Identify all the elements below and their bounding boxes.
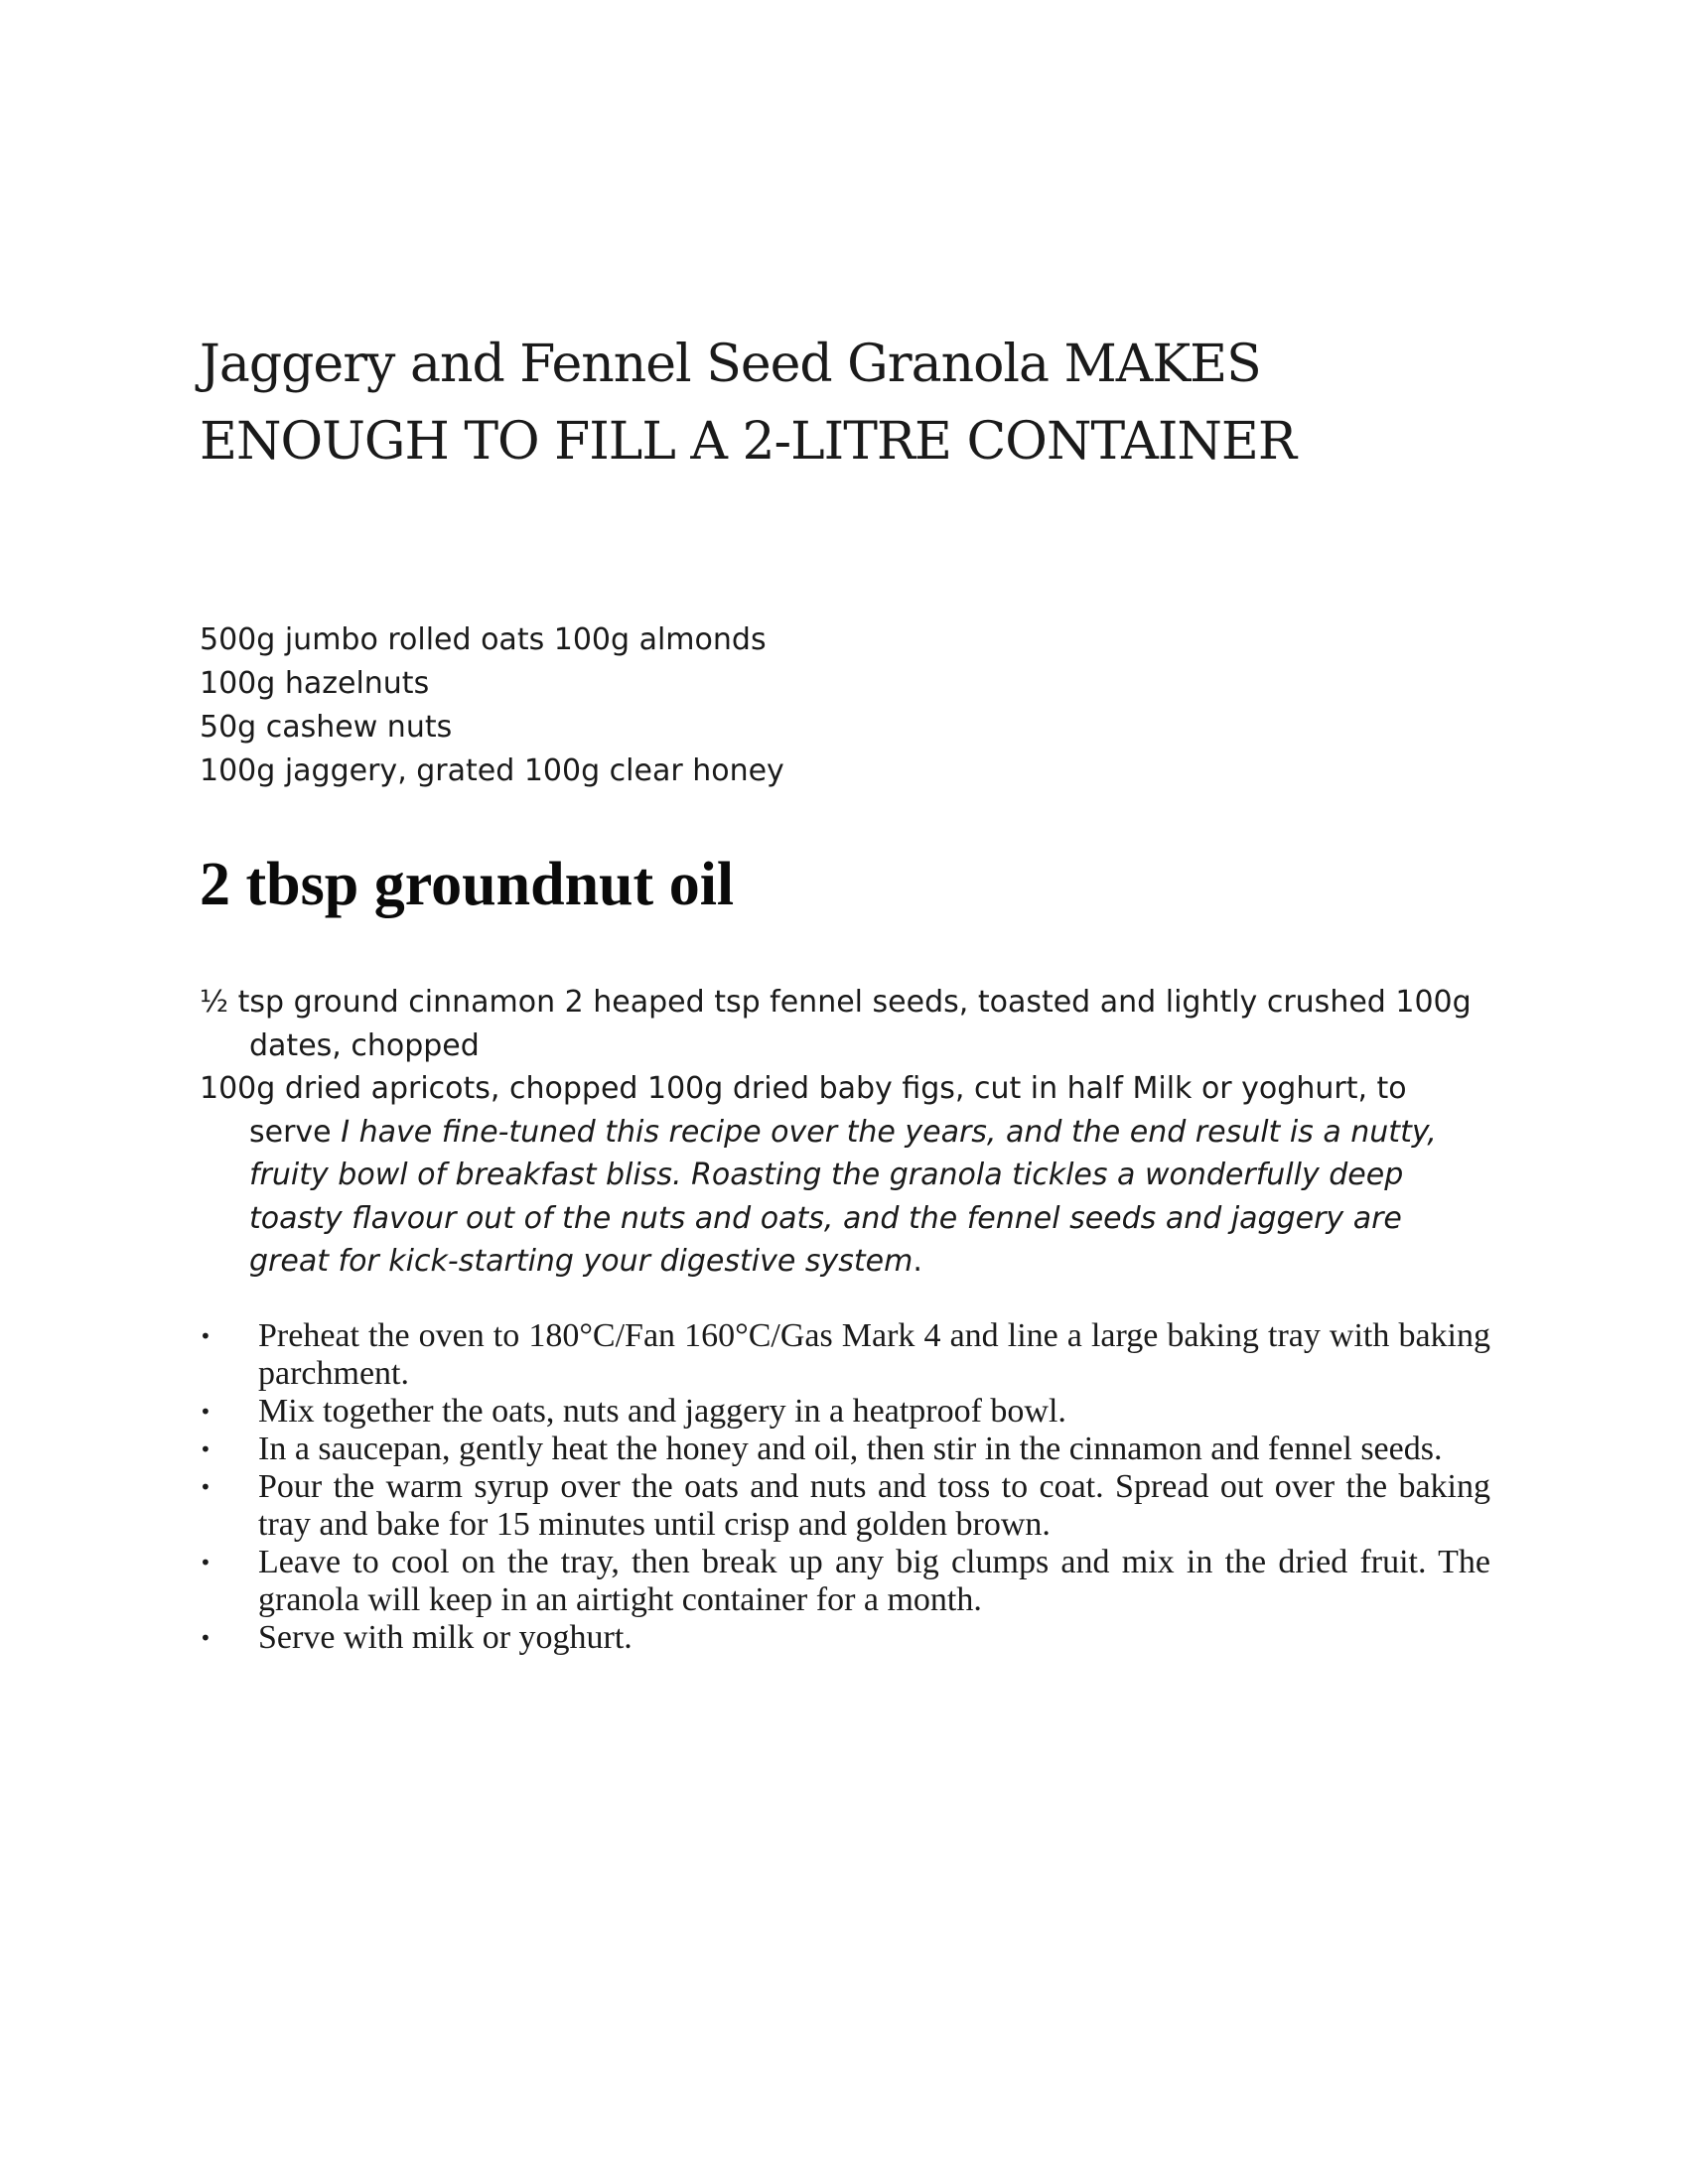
ingredients-list-top bbox=[200, 618, 1490, 793]
method-steps bbox=[200, 1317, 1490, 1657]
bullet-icon: • bbox=[200, 1437, 211, 1461]
bullet-icon: • bbox=[200, 1400, 211, 1424]
method-step bbox=[200, 1468, 1490, 1544]
ingredient-line: 50g cashew nuts bbox=[200, 710, 453, 745]
bullet-icon: • bbox=[200, 1324, 211, 1348]
method-step-text: Preheat the oven to 180°C/Fan 160°C/Gas Mark 4 and line a large baking tray with baking parchment. bbox=[258, 1317, 1490, 1392]
ingredient-text: 100g dried apricots, chopped 100g dried baby figs, cut in half Milk or yoghurt, to serve bbox=[200, 1071, 1407, 1150]
bullet-icon: • bbox=[200, 1551, 211, 1574]
method-step bbox=[200, 1544, 1490, 1619]
method-step-text: Pour the warm syrup over the oats and nuts and toss to coat. Spread out over the baking tray and bake for 15 minutes until crisp and golden brown. bbox=[258, 1468, 1490, 1543]
method-step bbox=[200, 1619, 1490, 1657]
method-step-text: Mix together the oats, nuts and jaggery in a heatproof bowl. bbox=[258, 1393, 1066, 1430]
method-step bbox=[200, 1317, 1490, 1393]
recipe-intro: I have fine-tuned this recipe over the years, and the end result is a nutty, fruity bowl of breakfast bliss. Roasting the granola tickles a wonderfully deep toasty flavour out of the nuts and oats, and the fennel seeds and jaggery are great for kick-starting your digestive system bbox=[249, 1114, 1437, 1279]
method-step-text: Serve with milk or yoghurt. bbox=[258, 1619, 633, 1656]
bullet-icon: • bbox=[200, 1626, 211, 1650]
recipe-title: Jaggery and Fennel Seed Granola MAKES ENOUGH TO FILL A 2-LITRE CONTAINER bbox=[200, 335, 1296, 472]
method-step-text: In a saucepan, gently heat the honey and oil, then stir in the cinnamon and fennel seeds. bbox=[258, 1431, 1443, 1467]
intro-period: . bbox=[913, 1244, 922, 1279]
oil-heading: 2 tbsp groundnut oil bbox=[200, 851, 735, 918]
ingredient-line-with-intro bbox=[200, 1067, 1490, 1284]
ingredient-line: ½ tsp ground cinnamon 2 heaped tsp fennel seeds, toasted and lightly crushed 100g dates, chopped bbox=[200, 985, 1472, 1063]
ingredient-line: 100g hazelnuts bbox=[200, 666, 430, 701]
method-step bbox=[200, 1431, 1490, 1468]
ingredient-line: 100g jaggery, grated 100g clear honey bbox=[200, 753, 784, 788]
bullet-icon: • bbox=[200, 1475, 211, 1499]
method-step-text: Leave to cool on the tray, then break up any big clumps and mix in the dried fruit. The granola will keep in an airtight container for a month. bbox=[258, 1544, 1490, 1618]
ingredients-list-bottom bbox=[200, 981, 1490, 1284]
method-step bbox=[200, 1393, 1490, 1431]
ingredient-line: 500g jumbo rolled oats 100g almonds bbox=[200, 622, 767, 657]
